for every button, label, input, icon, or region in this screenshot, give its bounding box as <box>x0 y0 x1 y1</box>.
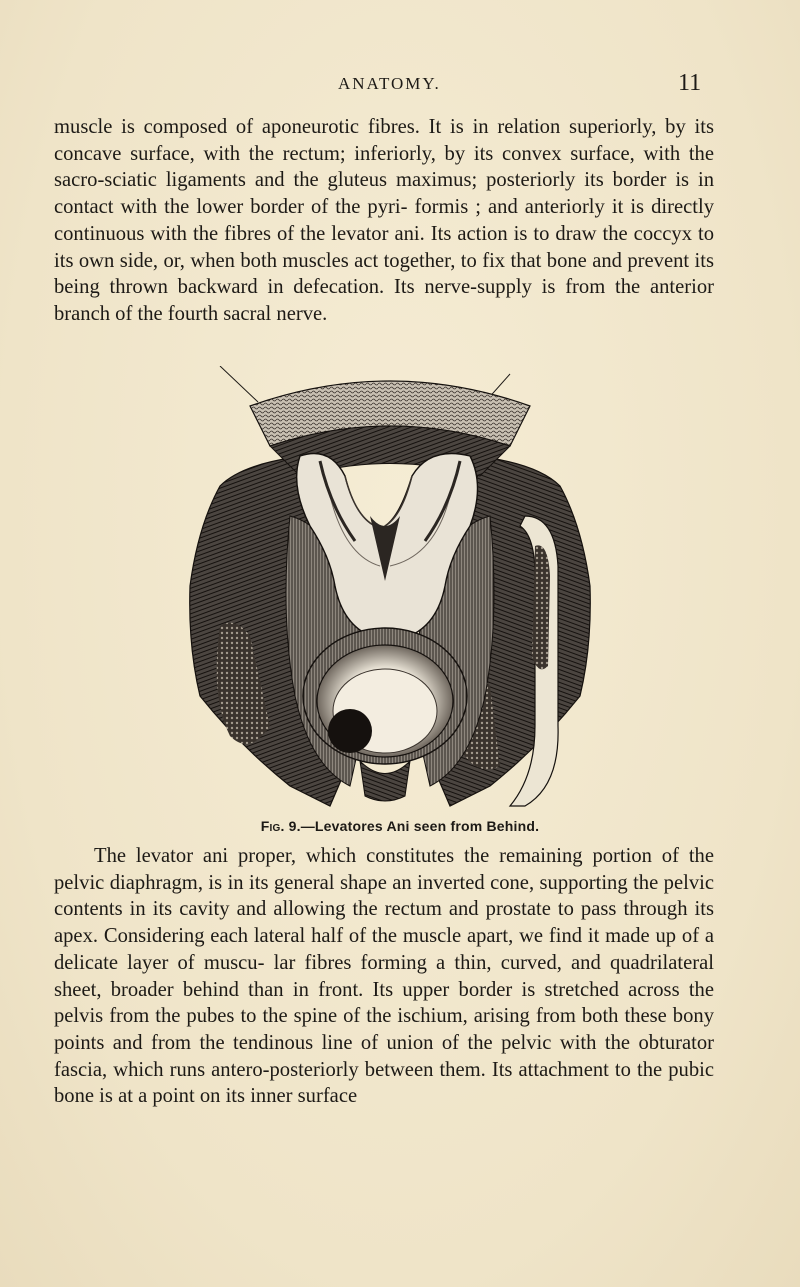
paragraph-1: muscle is composed of aponeurotic fibres. It is in relation superiorly, by its concave surface, with the rectum; inferiorly, by its convex surface, with the sacro-sciatic ligaments and the gluteus maximus; posteriorly its border is in contact with the lower border of the pyri- formis ; and anteriorly it is directly continuous with the fibres of the levator ani. Its action is to draw the coccyx to its own side, or, when both muscles act together, to fix that bone and prevent its being thrown backward in defecation. Its nerve-supply is from the anterior branch of the fourth sacral nerve. <box>54 116 714 325</box>
page-number: 11 <box>678 70 702 96</box>
paragraph-2: The levator ani proper, which constitutes the remaining portion of the pelvic diaphragm, is in its general shape an inverted cone, supporting the pelvic contents in its cavity and allowing the rectum and prostate to pass through its apex. Considering each lateral half of the muscle apart, we find it made up of a delicate layer of muscu- lar fibres forming a thin, curved, and quadrilateral sheet, broader behind than in front. Its upper border is stretched across the pelvis from the pubes to the spine of the ischium, arising from both these bony points and from the tendinous line of union of the pelvic with the obturator fascia, which runs antero-posteriorly between them. Its attachment to the pubic bone is at a point on its inner surface <box>54 845 714 1108</box>
running-title: ANATOMY. <box>338 74 441 93</box>
figure-caption-text: —Levatores Ani seen from Behind. <box>300 818 540 834</box>
figure-label: Fig. 9. <box>260 818 301 834</box>
running-head <box>0 68 800 98</box>
anatomical-illustration <box>180 366 600 812</box>
figure-caption <box>0 818 800 834</box>
